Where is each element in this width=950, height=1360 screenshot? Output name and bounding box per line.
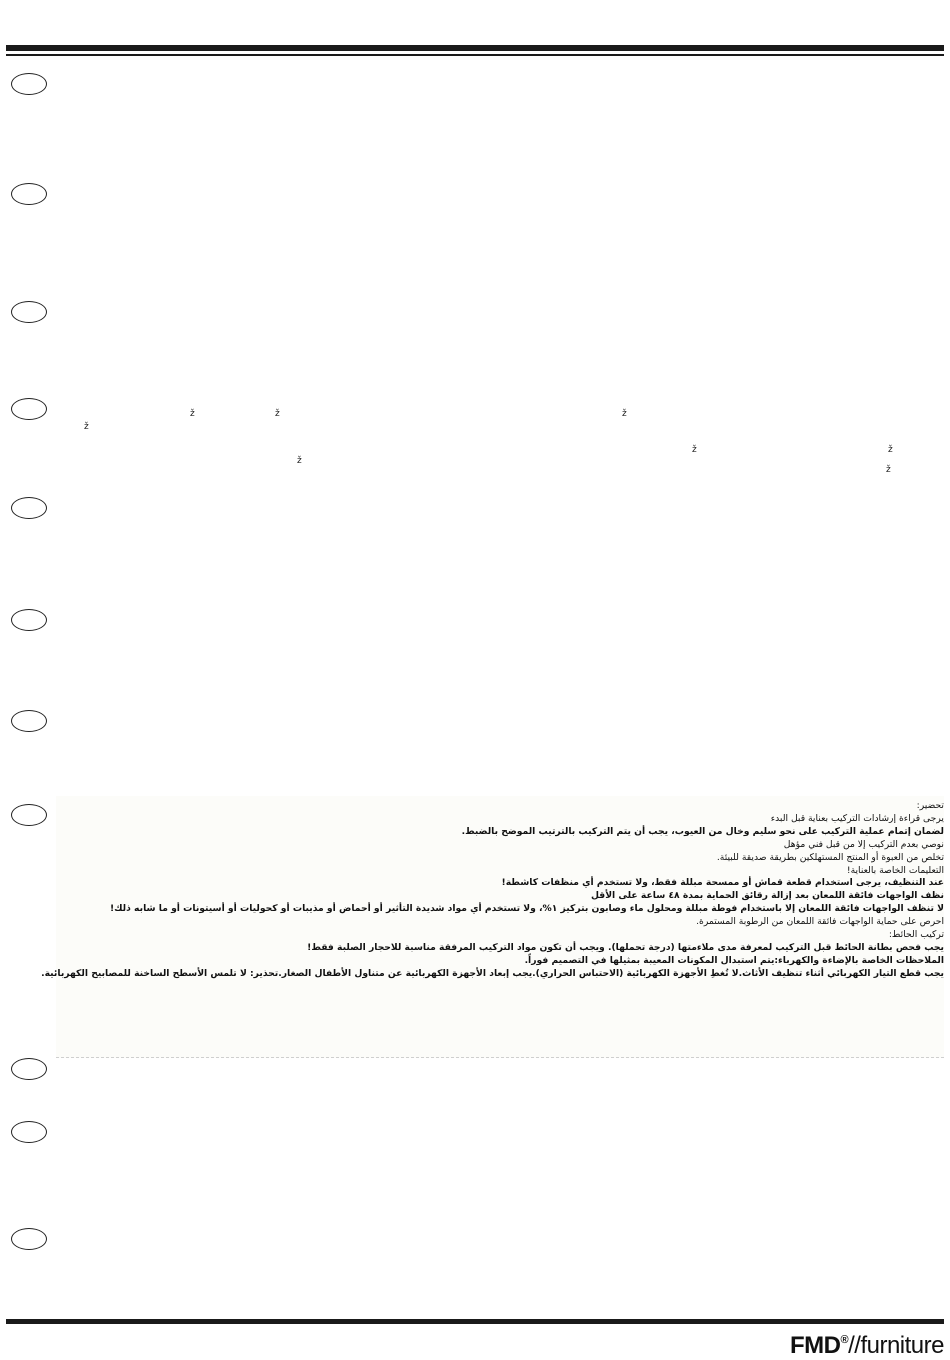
header-rule-thick [6,45,944,51]
stray-glyph: ž [886,465,891,475]
arabic-line: تخلص من العبوة أو المنتج المستهلكين بطريقة صديقة للبيئة. [716,851,944,863]
registered-mark: ® [840,1334,849,1346]
language-circle-8 [11,804,47,826]
language-circle-2 [11,183,47,205]
arabic-line: الملاحظات الخاصة بالإضاءة والكهرباء:يتم استبدال المكونات المعيبة بمثيلها في التصميم فوراً. [524,954,944,966]
arabic-line: يجب قطع التيار الكهربائي أثناء تنظيف الأثاث.لا تُغطِ الأجهزة الكهربائية (الاحتباس الحراري).يجب إبعاد الأجهزة الكهربائية عن متناول الأطفال الصغار.تحذير: لا تلمس الأسطح الساخنة للمصابيح الكهربائية. [41,967,944,979]
stray-glyph: ž [190,409,195,419]
language-circle-11 [11,1228,47,1250]
arabic-line: تركيب الحائط: [888,929,944,941]
arabic-line: عند التنظيف، يرجى استخدام قطعة قماش أو ممسحة مبللة فقط، ولا تستخدم أي منظفات كاشطة! [501,877,944,889]
stray-glyph: ž [692,445,697,455]
header-rule-thin [6,54,944,56]
language-circle-6 [11,609,47,631]
arabic-line: التعليمات الخاصة بالعناية! [846,864,944,876]
arabic-line: احرص على حماية الواجهات فائقة اللمعان من الرطوبة المستمرة. [696,916,944,928]
brand-tail: //furniture [848,1332,944,1359]
footer-rule [6,1319,944,1324]
arabic-line: نوصي بعدم التركيب إلا من قبل فني مؤهل [783,838,944,850]
language-circle-3 [11,301,47,323]
brand-logo [790,1326,944,1360]
stray-glyph: ž [275,409,280,419]
language-circle-9 [11,1058,47,1080]
arabic-line: يجب فحص بطانة الحائط قبل التركيب لمعرفة مدى ملاءمتها (درجة تحملها). ويجب أن تكون مواد التركيب المرفقة مناسبة للاحجار الصلبة فقط! [307,941,944,953]
arabic-line: نظف الواجهات فائقة اللمعان بعد إزالة رقائق الحماية بمدة ٤٨ ساعة على الأقل [590,890,944,902]
language-circle-4 [11,398,47,420]
brand-name: FMD [790,1332,841,1359]
language-circle-1 [11,73,47,95]
arabic-instructions [41,800,944,981]
arabic-line: لضمان إتمام عملية التركيب على نحو سليم وخال من العيوب، يجب أن يتم التركيب بالترتيب الموضح بالضبط. [461,825,944,837]
stray-glyph: ž [84,422,89,432]
stray-glyph: ž [622,409,627,419]
arabic-line: تحضير: [916,800,944,811]
stray-glyph: ž [888,445,893,455]
language-circle-5 [11,497,47,519]
arabic-line: لا تنظف الواجهات فائقة اللمعان إلا باستخدام فوطة مبللة ومحلول ماء وصابون بتركيز ١%، ولا تستخدم أي مواد شديدة التأثير أو أحماض أو مذيبات أو كحوليات أو أسيتونات أو ما شابه ذلك! [109,903,944,915]
arabic-line: يرجى قراءة إرشادات التركيب بعناية قبل البدء [770,812,944,824]
stray-glyph: ž [297,456,302,466]
language-circle-10 [11,1121,47,1143]
language-circle-7 [11,710,47,732]
